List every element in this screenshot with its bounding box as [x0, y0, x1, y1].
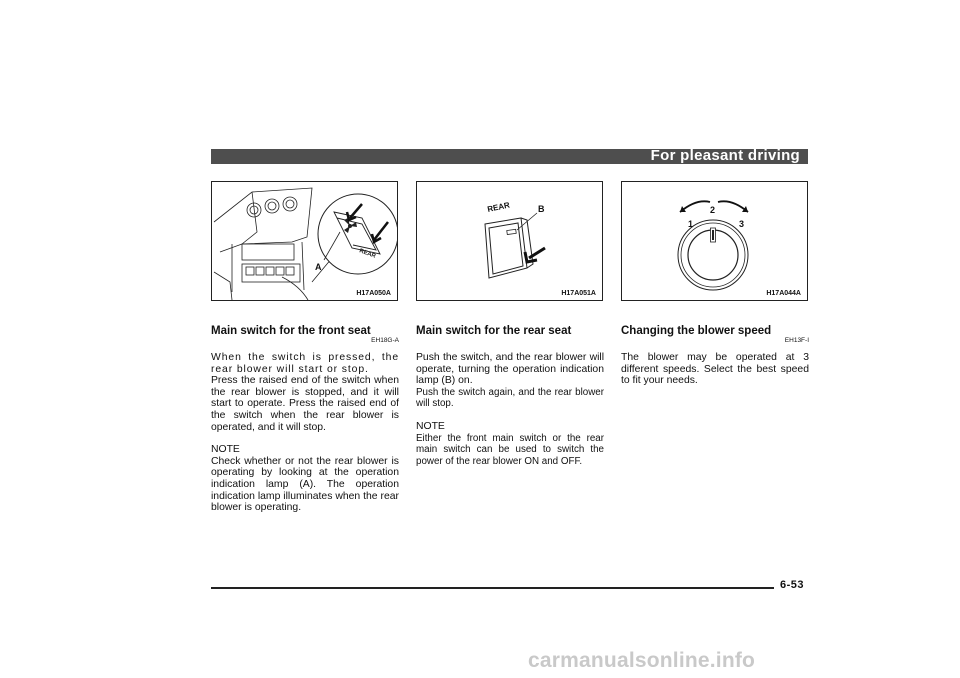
section-rear-switch	[416, 325, 604, 467]
zoom-circle	[318, 194, 398, 274]
paragraph: Push the switch again, and the rear blower will stop.	[416, 386, 604, 410]
speed-2-label: 2	[710, 205, 716, 215]
lamp-label-b: B	[538, 204, 545, 214]
footer-rule	[211, 587, 774, 589]
lamp-label-a: A	[315, 262, 322, 272]
section-code: EH13F-I	[784, 337, 809, 344]
speed-3-label: 3	[739, 219, 745, 229]
paragraph: When the switch is pressed, the rear blower will start or stop.	[211, 352, 399, 375]
page-section-title: For pleasant driving	[650, 147, 800, 164]
blower-dial-illustration	[622, 182, 808, 301]
figure-front-switch	[211, 181, 398, 301]
note-label: NOTE	[211, 444, 240, 456]
figure-code: H17A050A	[356, 290, 391, 297]
note-text: Check whether or not the rear blower is operating by looking at the operation indication lamp (A). The operation indication lamp illuminates when the rear blower is operating.	[211, 455, 399, 514]
section-code: EH18G-A	[371, 337, 399, 344]
section-title: Main switch for the rear seat	[416, 325, 572, 337]
figure-blower-dial	[621, 181, 808, 301]
section-title: Changing the blower speed	[621, 325, 772, 337]
rear-switch-label: REAR	[358, 248, 377, 260]
page-number: 6-53	[780, 579, 805, 591]
paragraph: Push the switch, and the rear blower will operate, turning the operation indication lamp (B) on.	[416, 352, 604, 387]
section-title: Main switch for the front seat	[211, 325, 371, 337]
note-text: Either the front main switch or the rear main switch can be used to switch the power of the rear blower ON and OFF.	[416, 432, 604, 467]
indicator-lamp	[507, 229, 516, 234]
rear-switch-illustration	[417, 182, 603, 301]
figure-code: H17A051A	[561, 290, 596, 297]
section-blower-speed	[621, 325, 809, 387]
header-bar	[211, 149, 808, 164]
paragraph: Press the raised end of the switch when the rear blower is stopped, and it will start to operate. Press the raised end of the switch when the rear blower is operated, and it will stop.	[211, 375, 399, 433]
paragraph: The blower may be operated at 3 different speeds. Select the best speed to fit your needs.	[621, 352, 809, 387]
note-label: NOTE	[416, 420, 445, 432]
section-code-spacer	[416, 337, 604, 345]
speed-1-label: 1	[688, 219, 694, 229]
press-arrow-icon	[525, 248, 545, 262]
figure-code: H17A044A	[766, 290, 801, 297]
watermark: carmanualsonline.info	[528, 649, 756, 672]
section-front-switch	[211, 325, 399, 514]
front-dashboard-illustration	[212, 182, 398, 301]
figure-rear-switch	[416, 181, 603, 301]
rear-label: REAR	[486, 200, 511, 214]
